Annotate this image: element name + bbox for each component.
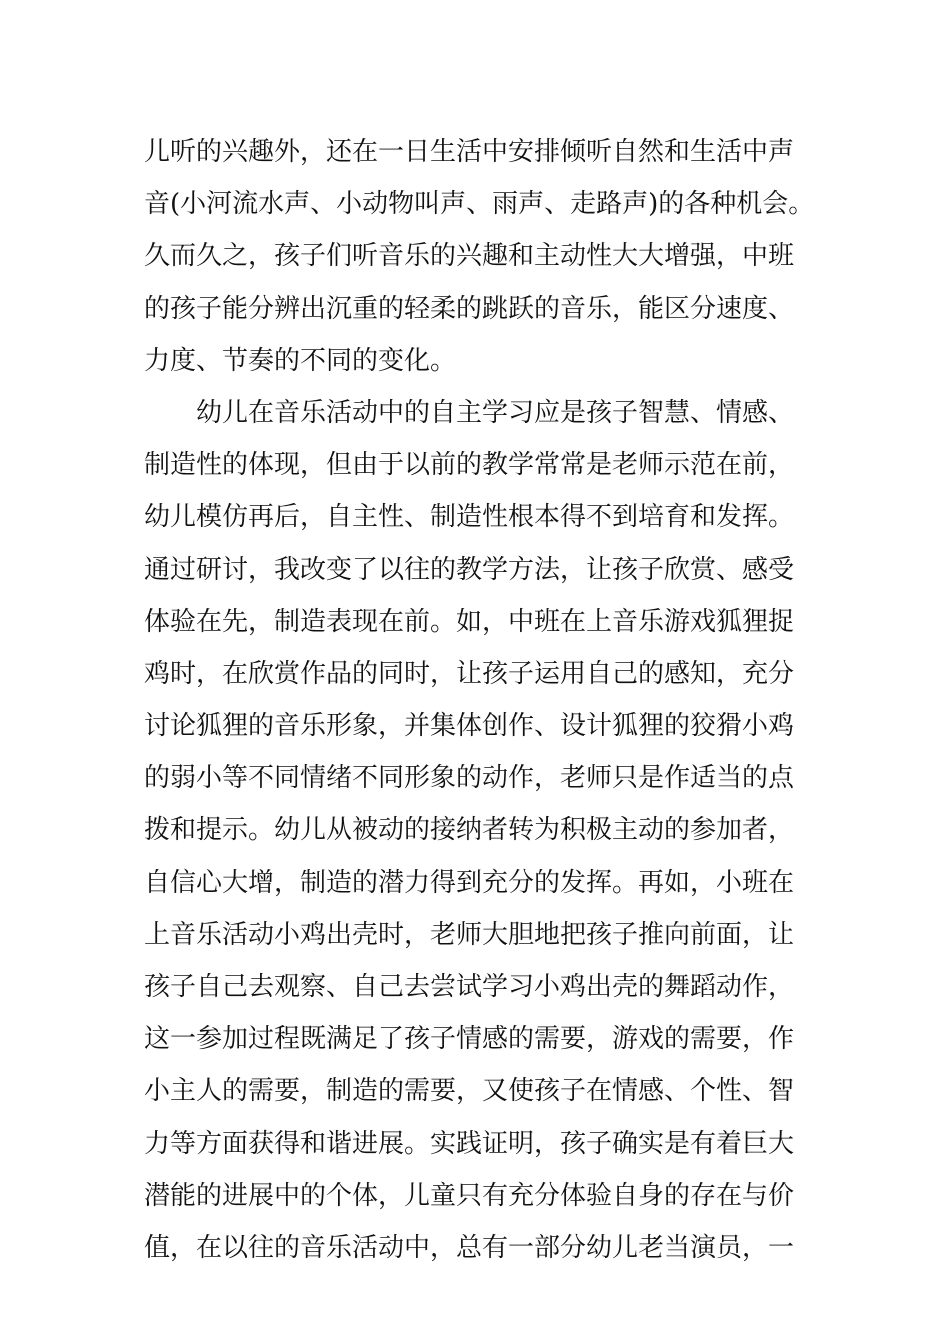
text-line: 的弱小等不同情绪不同形象的动作，老师只是作适当的点 — [144, 763, 795, 794]
text-line: 上音乐活动小鸡出壳时，老师大胆地把孩子推向前面，让 — [144, 919, 795, 950]
text-line: 音(小河流水声、小动物叫声、雨声、走路声)的各种机会。 — [144, 189, 815, 220]
text-line: 自信心大增，制造的潜力得到充分的发挥。再如，小班在 — [144, 867, 795, 898]
text-line: 制造性的体现，但由于以前的教学常常是老师示范在前， — [144, 450, 795, 481]
text-line: 小主人的需要，制造的需要，又使孩子在情感、个性、智 — [144, 1076, 795, 1107]
paragraph-first-line: 幼儿在音乐活动中的自主学习应是孩子智慧、情感、 — [196, 397, 795, 428]
text-line: 潜能的进展中的个体，儿童只有充分体验自身的存在与价 — [144, 1180, 795, 1211]
text-line: 孩子自己去观察、自己去尝试学习小鸡出壳的舞蹈动作， — [144, 972, 795, 1002]
text-line: 这一参加过程既满足了孩子情感的需要，游戏的需要，作 — [144, 1024, 795, 1055]
text-line: 讨论狐狸的音乐形象，并集体创作、设计狐狸的狡猾小鸡 — [144, 711, 795, 742]
body-text — [144, 126, 824, 1274]
text-line: 力等方面获得和谐进展。实践证明，孩子确实是有着巨大 — [144, 1128, 795, 1159]
text-line: 久而久之，孩子们听音乐的兴趣和主动性大大增强，中班 — [144, 241, 795, 272]
text-line: 幼儿模仿再后，自主性、制造性根本得不到培育和发挥。 — [144, 502, 795, 533]
text-line: 通过研讨，我改变了以往的教学方法，让孩子欣赏、感受 — [144, 554, 795, 585]
text-line: 拨和提示。幼儿从被动的接纳者转为积极主动的参加者， — [144, 815, 795, 846]
text-line: 鸡时，在欣赏作品的同时，让孩子运用自己的感知，充分 — [144, 658, 795, 689]
text-line: 儿听的兴趣外，还在一日生活中安排倾听自然和生活中声 — [144, 137, 795, 167]
text-line: 值，在以往的音乐活动中，总有一部分幼儿老当演员，一 — [144, 1232, 795, 1263]
text-line: 力度、节奏的不同的变化。 — [144, 345, 457, 376]
text-line: 体验在先，制造表现在前。如，中班在上音乐游戏狐狸捉 — [144, 606, 795, 637]
text-line: 的孩子能分辨出沉重的轻柔的跳跃的音乐，能区分速度、 — [144, 293, 795, 324]
